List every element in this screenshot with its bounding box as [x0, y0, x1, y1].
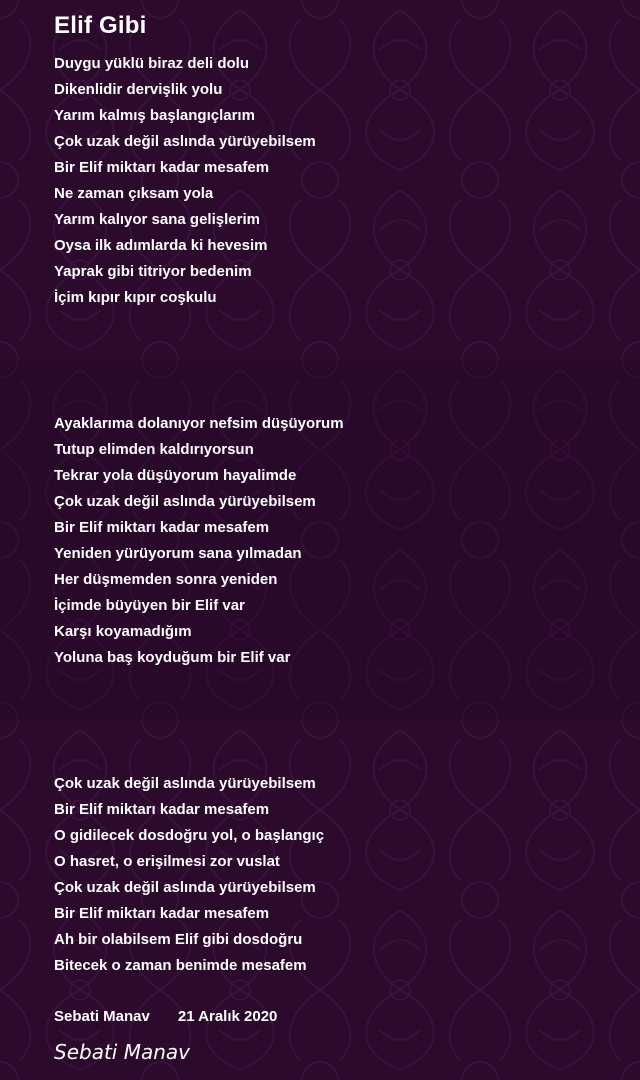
poem-line: Oysa ilk adımlarda ki hevesim: [54, 237, 268, 254]
poem-line: Ayaklarıma dolanıyor nefsim düşüyorum: [54, 415, 344, 432]
poem-line: Bir Elif miktarı kadar mesafem: [54, 905, 270, 922]
poem-line: O gidilecek dosdoğru yol, o başlangıç: [54, 827, 325, 844]
poem-line: Çok uzak değil aslında yürüyebilsem: [54, 879, 316, 896]
poem-line: O hasret, o erişilmesi zor vuslat: [54, 853, 280, 870]
poem-line: Yarım kalmış başlangıçlarım: [54, 107, 255, 124]
poem-line: Duygu yüklü biraz deli dolu: [54, 55, 250, 72]
poem-line: Ne zaman çıksam yola: [54, 185, 214, 202]
poem-date: 21 Aralık 2020: [177, 1008, 278, 1025]
poem-line: Ah bir olabilsem Elif gibi dosdoğru: [54, 931, 303, 948]
poem-line: Tekrar yola düşüyorum hayalimde: [54, 467, 297, 484]
poem-line: İçimde büyüyen bir Elif var: [54, 597, 245, 614]
stanza-3: [54, 771, 324, 979]
poem-line: Bir Elif miktarı kadar mesafem: [54, 801, 270, 818]
poem-title: Elif Gibi: [54, 12, 147, 39]
poem-line: Bir Elif miktarı kadar mesafem: [54, 159, 270, 176]
author-signature: Sebati Manav: [54, 1040, 190, 1064]
poem-line: Karşı koyamadığım: [54, 623, 192, 640]
signature-line: [54, 1008, 277, 1025]
poem-line: Yarım kalıyor sana gelişlerim: [54, 211, 260, 228]
stanza-1: [54, 51, 316, 311]
poem-line: Çok uzak değil aslında yürüyebilsem: [54, 493, 316, 510]
poem-line: Yoluna baş koyduğum bir Elif var: [54, 649, 291, 666]
poem-line: Tutup elimden kaldırıyorsun: [54, 441, 254, 458]
poem-line: İçim kıpır kıpır coşkulu: [54, 289, 217, 306]
poem-line: Çok uzak değil aslında yürüyebilsem: [54, 775, 316, 792]
poem-line: Bitecek o zaman benimde mesafem: [54, 957, 307, 974]
poem-line: Bir Elif miktarı kadar mesafem: [54, 519, 270, 536]
poem-line: Dikenlidir dervişlik yolu: [54, 81, 223, 98]
author-name: Sebati Manav: [54, 1008, 150, 1025]
poem-line: Her düşmemden sonra yeniden: [54, 571, 278, 588]
poem-line: Çok uzak değil aslında yürüyebilsem: [54, 133, 316, 150]
stanza-2: [54, 411, 344, 671]
poem-line: Yaprak gibi titriyor bedenim: [54, 263, 252, 280]
poem-line: Yeniden yürüyorum sana yılmadan: [54, 545, 302, 562]
